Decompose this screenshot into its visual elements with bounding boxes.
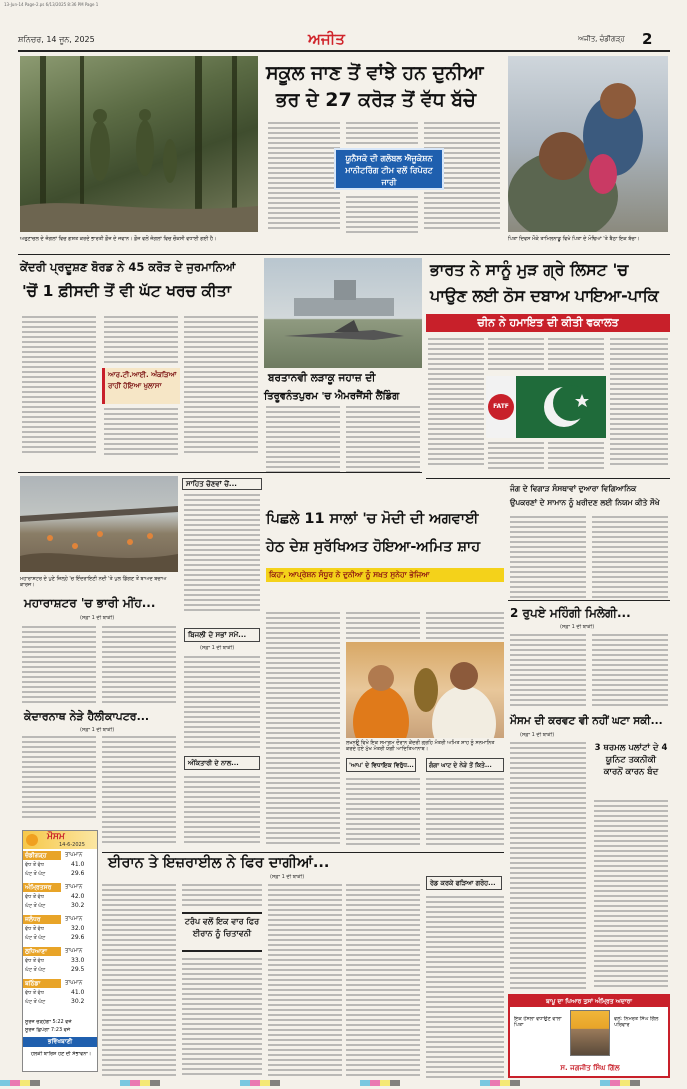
weather-story-body xyxy=(510,742,586,992)
shah-yogi-photo xyxy=(346,642,504,738)
page-number: 2 xyxy=(642,30,653,48)
fatf-body-col2 xyxy=(488,338,544,372)
weather-max-label: ਵੱਧ ਤੋਂ ਵੱਧ xyxy=(25,990,44,996)
weather-widget-header xyxy=(23,831,97,849)
weather-city-name: ਚੰਡੀਗੜ੍ਹ xyxy=(23,851,61,860)
fatf-body-col1 xyxy=(428,338,484,472)
weather-min-label: ਘੱਟ ਤੋਂ ਘੱਟ xyxy=(25,967,46,973)
sun-icon xyxy=(26,834,38,846)
weather-min-value: 29.5 xyxy=(71,966,85,973)
weather-max-label: ਵੱਧ ਤੋਂ ਵੱਧ xyxy=(25,926,44,932)
pollution-body-col1 xyxy=(22,316,96,456)
pollution-body-col3 xyxy=(184,316,258,456)
weather-col-header: ਤਾਪਮਾਨ xyxy=(65,916,83,922)
rupee-continued: (ਸਫ਼ਾ 1 ਦੀ ਬਾਕੀ) xyxy=(560,624,595,630)
maharashtra-body-col1 xyxy=(22,626,96,706)
unesco-highlight-text: ਯੂਨੈਸਕੋ ਦੀ ਗਲੋਬਲ ਐਜੂਕੇਸ਼ਨ ਮਾਨੀਟਰਿੰਗ ਟੀਮ ਵਲੋਂ ਰਿਪੋਰਟ ਜਾਰੀ xyxy=(345,154,433,187)
unesco-highlight-box xyxy=(334,148,444,190)
ad-header-text: ਬਾਪੂ ਦਾ ਪਿਆਰ ਤੁਸਾਂ ਅੰਮ੍ਰਿਤ ਅਦਾਰਾ xyxy=(546,998,632,1005)
pollution-headline-2: 'ਚੋਂ 1 ਫ਼ੀਸਦੀ ਤੋਂ ਵੀ ਘੱਟ ਖਰਚ ਕੀਤਾ xyxy=(22,282,232,300)
weather-min-value: 29.6 xyxy=(71,934,85,941)
shah-body-col2 xyxy=(346,612,420,640)
weather-min-label: ਘੱਟ ਤੋਂ ਘੱਟ xyxy=(25,935,46,941)
ganga-box xyxy=(426,758,504,772)
weather-city-row xyxy=(23,915,97,945)
weather-story-continued: (ਸਫ਼ਾ 1 ਦੀ ਬਾਕੀ) xyxy=(520,732,555,738)
maharashtra-continued: (ਸਫ਼ਾ 1 ਦੀ ਬਾਕੀ) xyxy=(80,615,115,621)
lead-headline-2: ਭਰ ਦੇ 27 ਕਰੋੜ ਤੋਂ ਵੱਧ ਬੱਚੇ xyxy=(276,89,476,111)
airlines-story xyxy=(510,482,670,602)
weather-col-header: ਤਾਪਮਾਨ xyxy=(65,980,83,986)
paper-logo: ਅਜੀਤ xyxy=(308,30,345,48)
fatf-story xyxy=(426,258,670,478)
trump-box-text: ਟਰੰਪ ਵਲੋਂ ਇਕ ਵਾਰ ਫਿਰ ਈਰਾਨ ਨੂੰ ਚਿਤਾਵਨੀ xyxy=(184,917,260,938)
kedarnath-headline: ਕੇਦਾਰਨਾਥ ਨੇੜੇ ਹੈਲੀਕਾਪਟਰ... xyxy=(24,710,150,723)
weather-max-value: 32.0 xyxy=(71,925,85,932)
weather-min-label: ਘੱਟ ਤੋਂ ਘੱਟ xyxy=(25,871,46,877)
atkaat-body xyxy=(184,776,260,848)
forecast-title-bar xyxy=(23,1037,97,1047)
jet-body-col2 xyxy=(346,406,420,476)
weather-city-row xyxy=(23,947,97,977)
fatf-headline-2: ਪਾਉਣ ਲਈ ਠੋਸ ਦਬਾਅ ਪਾਇਆ-ਪਾਕਿ xyxy=(430,286,659,305)
bijli-box xyxy=(184,628,260,642)
sunrise-text: ਸੂਰਜ ਚੜ੍ਹੇਗਾ 5:22 ਵਜੇ xyxy=(25,1019,72,1025)
amit-shah-story xyxy=(266,508,506,612)
bijli-continued: (ਸਫ਼ਾ 1 ਦੀ ਬਾਕੀ) xyxy=(200,645,235,651)
pollution-story xyxy=(20,258,260,468)
father-child-photo xyxy=(508,56,668,232)
army-patrol-photo xyxy=(20,56,258,232)
kedarnath-continued: (ਸਫ਼ਾ 1 ਦੀ ਬਾਕੀ) xyxy=(80,727,115,733)
airlines-headline-2: ਉਪਕਰਣਾਂ ਦੇ ਸਾਮਾਨ ਨੂੰ ਖ਼ਰੀਦਣ ਲਈ ਨਿਯਮ ਕੀਤੇ ਸੌਖੇ xyxy=(510,498,660,507)
iran-continued: (ਸਫ਼ਾ 1 ਦੀ ਬਾਕੀ) xyxy=(270,874,305,880)
iran-body-col2b xyxy=(182,958,262,1080)
fatf-body-col4 xyxy=(610,338,668,472)
weather-max-value: 42.0 xyxy=(71,893,85,900)
weather-rows xyxy=(23,851,97,1017)
iran-headline: ਈਰਾਨ ਤੇ ਇਜ਼ਰਾਈਲ ਨੇ ਫਿਰ ਦਾਗੀਆਂ... xyxy=(108,855,330,871)
sahitya-box xyxy=(182,478,262,490)
masthead-date: ਸ਼ਨਿਚਰ, 14 ਜੂਨ, 2025 xyxy=(18,35,95,44)
maharashtra-body-col2 xyxy=(102,626,176,706)
ad-name: ਸ. ਜਗਜੀਤ ਸਿੰਘ ਗਿੱਲ xyxy=(560,1064,620,1072)
masthead-edition: ਅਜੀਤ, ਚੰਡੀਗੜ੍ਹ xyxy=(578,35,625,43)
ganga-box-text: ਗੰਗਾ ਘਾਟ ਦੇ ਨੇੜੇ ਤੋਂ ਕਿਤੇ... xyxy=(429,762,492,769)
airlines-headline-1: ਜੰਗ ਦੇ ਵਿਗਾੜ ਸੰਸਥਾਵਾਂ ਦੁਆਰਾ ਵਿਗਿਆਨਿਕ xyxy=(510,484,637,493)
lead-body-col1 xyxy=(268,122,340,232)
iran-body-col1 xyxy=(102,884,176,1080)
raid-box-text: ਰੇਡ ਕਰਕੇ ਫੜਿਆ ਗਰੋਹ... xyxy=(430,879,496,887)
sunset-text: ਸੂਰਜ ਛਿਪੇਗਾ 7:23 ਵਜੇ xyxy=(25,1027,71,1033)
airlines-body-col2 xyxy=(592,516,668,600)
plants-headline-2: ਯੂਨਿਟ ਤਕਨੀਕੀ xyxy=(605,755,657,765)
rti-box-text: ਆਰ.ਟੀ.ਆਈ. ਅੰਕੜਿਆਂ ਰਾਹੀਂ ਹੋਇਆ ਖੁਲਾਸਾ xyxy=(108,371,177,390)
shah-body-col3 xyxy=(426,612,504,640)
weather-min-label: ਘੱਟ ਤੋਂ ਘੱਟ xyxy=(25,999,46,1005)
weather-widget xyxy=(22,830,98,1072)
kedarnath-body-col1 xyxy=(22,736,96,824)
masthead-rule xyxy=(18,50,670,52)
fatf-subhead xyxy=(426,314,670,332)
lead-body-col2 xyxy=(346,122,418,146)
fatf-body-col3 xyxy=(548,338,604,372)
row1-rule xyxy=(18,254,670,255)
sahitya-body xyxy=(184,494,260,614)
pollution-body-col2 xyxy=(104,316,178,366)
fatf-logo xyxy=(488,394,514,420)
weather-col-header: ਤਾਪਮਾਨ xyxy=(65,852,83,858)
lead-body-col2b xyxy=(346,196,418,236)
atkaat-box xyxy=(184,756,260,770)
weather-max-value: 41.0 xyxy=(71,989,85,996)
trump-box xyxy=(182,912,262,952)
print-slug: 13-Jun-14 Page-2.ps 6/13/2025 8:36 PM Page 1 xyxy=(4,2,99,7)
weather-col-header: ਤਾਪਮਾਨ xyxy=(65,884,83,890)
weather-city-name: ਲੁਧਿਆਣਾ xyxy=(23,947,61,956)
fatf-headline-1: ਭਾਰਤ ਨੇ ਸਾਨੂੰ ਮੁੜ ਗ੍ਰੇ ਲਿਸਟ 'ਚ xyxy=(430,260,629,279)
aap-box xyxy=(346,758,416,772)
weather-max-label: ਵੱਧ ਤੋਂ ਵੱਧ xyxy=(25,862,44,868)
shah-headline-2: ਹੇਠ ਦੇਸ਼ ਸੁਰੱਖਿਅਤ ਹੋਇਆ-ਅਮਿਤ ਸ਼ਾਹ xyxy=(266,539,481,555)
weather-max-value: 33.0 xyxy=(71,957,85,964)
ad-header xyxy=(510,996,668,1007)
army-photo-caption: ਅਰੁਣਾਚਲ ਦੇ ਜੰਗਲਾਂ ਵਿਚ ਗਸ਼ਤ ਕਰਦੇ ਭਾਰਤੀ ਫ਼ੌਜ ਦੇ ਜਵਾਨ। ਫ਼ੌਜ ਵਲੋਂ ਜੰਗਲਾਂ ਵਿਚ ਚੌਕਸੀ ਵਧਾਈ ਗਈ ਹੈ। xyxy=(20,236,217,242)
weather-max-label: ਵੱਧ ਤੋਂ ਵੱਧ xyxy=(25,894,44,900)
fighter-jet-photo xyxy=(264,258,422,368)
weather-min-label: ਘੱਟ ਤੋਂ ਘੱਟ xyxy=(25,903,46,909)
weather-city-row xyxy=(23,883,97,913)
plants-headline-1: 3 ਥਰਮਲ ਪਲਾਂਟਾਂ ਦੇ 4 xyxy=(594,743,668,753)
pollution-headline-1: ਕੇਂਦਰੀ ਪ੍ਰਦੂਸ਼ਣ ਬੋਰਡ ਨੇ 45 ਕਰੋੜ ਦੇ ਜੁਰਮਾਨਿਆਂ xyxy=(20,260,236,274)
atkaat-box-text: ਅੰਕਿਤਾਰੀ ਦੇ ਨਾਲ... xyxy=(188,759,239,767)
iran-body-col3 xyxy=(268,884,342,1080)
weather-city-row xyxy=(23,979,97,1009)
raid-box xyxy=(426,876,502,890)
weather-max-label: ਵੱਧ ਤੋਂ ਵੱਧ xyxy=(25,958,44,964)
weather-city-row xyxy=(23,851,97,881)
fatf-body-col3b xyxy=(548,442,604,472)
lead-story xyxy=(262,56,506,242)
aap-box-text: 'ਆਪ' ਦੇ ਵਿਧਾਇਕ ਵਿਰੁੱਧ... xyxy=(349,762,414,769)
shah-subhead xyxy=(266,568,504,582)
bijli-body xyxy=(184,656,260,752)
jet-body-col1 xyxy=(266,406,340,476)
pakistan-flag-image xyxy=(486,376,606,438)
shah-headline-1: ਪਿਛਲੇ 11 ਸਾਲਾਂ 'ਚ ਮੋਦੀ ਦੀ ਅਗਵਾਈ xyxy=(266,511,479,527)
fatf-logo-text: FATF xyxy=(493,403,509,410)
fatf-subhead-text: ਚੀਨ ਨੇ ਹਮਾਇਤ ਦੀ ਕੀਤੀ ਵਕਾਲਤ xyxy=(477,316,619,329)
weather-min-value: 30.2 xyxy=(71,998,85,1005)
kedarnath-body-col2 xyxy=(102,736,176,848)
weather-widget-date: 14-6-2025 xyxy=(59,842,85,848)
weather-city-name: ਬਠਿੰਡਾ xyxy=(23,979,61,988)
ad-portrait xyxy=(570,1010,610,1056)
rupee-body-col2 xyxy=(592,634,668,710)
weather-story-headline: ਮੌਸਮ ਦੀ ਕਰਵਟ ਵੀ ਨਹੀਂ ਘਟਾ ਸਕੀ... xyxy=(510,715,663,727)
iran-body-col2a xyxy=(182,884,262,908)
weather-min-value: 30.2 xyxy=(71,902,85,909)
shah-body-col1 xyxy=(266,612,340,848)
weather-city-name: ਜਲੰਧਰ xyxy=(23,915,61,924)
forecast-text: ਹਲਕੀ ਬਾਰਿਸ਼ ਹੋਣ ਦੀ ਸੰਭਾਵਨਾ। xyxy=(30,1051,92,1057)
ad-contact: ਵਲੋਂ: ਨਿਮਰਤ ਸਿੰਘ ਗਿੱਲ ਪਰਿਵਾਰ xyxy=(614,1016,659,1028)
weather-max-value: 41.0 xyxy=(71,861,85,868)
rti-box xyxy=(102,368,180,404)
plants-story xyxy=(592,742,670,802)
maharashtra-headline: ਮਹਾਰਾਸ਼ਟਰ 'ਚ ਭਾਰੀ ਮੀਂਹ... xyxy=(24,596,156,610)
weather-col-header: ਤਾਪਮਾਨ xyxy=(65,948,83,954)
shah-subhead-text: ਕਿਹਾ, ਆਪ੍ਰੇਸ਼ਨ ਸੰਧੂਰ ਨੇ ਦੁਨੀਆ ਨੂੰ ਸਖ਼ਤ ਸੁਨੇਹਾ ਭੇਜਿਆ xyxy=(269,570,430,579)
lead-headline-1: ਸਕੂਲ ਜਾਣ ਤੋਂ ਵਾਂਝੇ ਹਨ ਦੁਨੀਆ xyxy=(266,62,484,84)
shah-photo-caption: ਲਖਨਊ ਵਿਖੇ ਇਕ ਸਮਾਗਮ ਦੌਰਾਨ ਕੇਂਦਰੀ ਗ੍ਰਹਿ ਮੰਤਰੀ ਅਮਿਤ ਸ਼ਾਹ ਨੂੰ ਸਨਮਾਨਿਤ ਕਰਦੇ ਹੋਏ ਮੁੱਖ ਮੰਤਰੀ ਯੋਗੀ ਆਦਿਤਿਆਨਾਥ। xyxy=(346,740,495,752)
weather-min-value: 29.6 xyxy=(71,870,85,877)
plants-headline-3: ਕਾਰਨੋਂ ਕਾਰਨ ਬੰਦ xyxy=(603,767,659,777)
weather-widget-title: ਮੌਸਮ xyxy=(47,832,65,842)
registration-marks xyxy=(0,1080,687,1086)
jet-headline-1: ਬਰਤਾਨਵੀ ਲੜਾਕੂ ਜਹਾਜ਼ ਦੀ xyxy=(268,372,376,384)
rupee-body-col1 xyxy=(510,634,586,710)
ganga-body xyxy=(426,778,504,848)
sahitya-box-text: ਸਾਹਿਤ ਚੋਣਵਾਂ ਚੋਂ... xyxy=(186,480,237,488)
aap-body xyxy=(346,778,420,848)
weather-city-name: ਅੰਮ੍ਰਿਤਸਰ xyxy=(23,883,61,892)
forecast-title: ਭਵਿੱਖਬਾਣੀ xyxy=(47,1038,73,1045)
row2-rule-right xyxy=(426,478,670,479)
bijli-box-text: ਬਿਜਲੀ ਦੇ ਸਭਾਂ ਸਮੇਂ... xyxy=(188,631,247,639)
row2-rule-left xyxy=(18,472,422,473)
fatf-body-col2b xyxy=(488,442,544,472)
iran-top-rule xyxy=(102,852,504,853)
masthead xyxy=(18,30,670,50)
plants-body xyxy=(594,800,668,990)
raid-body xyxy=(426,896,504,1080)
child-photo-caption: ਪਿਤਾ ਦਿਵਸ ਮੌਕੇ ਤਾਮਿਲਨਾਡੂ ਵਿਖੇ ਪਿਤਾ ਦੇ ਮੋਢਿਆਂ 'ਤੇ ਬੈਠਾ ਇਕ ਬੱਚਾ। xyxy=(508,236,640,242)
bridge-photo-caption: ਮਹਾਰਾਸ਼ਟਰ ਦੇ ਪੁਣੇ ਜ਼ਿਲ੍ਹੇ 'ਚ ਇੰਦਰਾਇਣੀ ਨਦੀ 'ਤੇ ਪੁਲ ਡਿੱਗਣ ਤੋਂ ਬਾਅਦ ਬਚਾਅ ਕਾਰਜ। xyxy=(20,576,167,588)
rupee-headline: 2 ਰੁਪਏ ਮਹਿੰਗੀ ਮਿਲੇਗੀ... xyxy=(510,606,631,620)
ad-footer-left: ਇਕ ਹੌਂਸਲਾ ਵਧਾਉਣ ਵਾਲਾ ਪਿਤਾ xyxy=(514,1016,562,1028)
bridge-collapse-photo xyxy=(20,476,178,572)
airlines-body-col1 xyxy=(510,516,586,600)
jet-headline-2: ਤਿਰੂਵਨੰਤਪੁਰਮ 'ਚ ਐਮਰਜੈਂਸੀ ਲੈਂਡਿੰਗ xyxy=(264,391,400,402)
iran-body-col4 xyxy=(346,884,420,1080)
memorial-ad xyxy=(508,994,670,1078)
pollution-body-col2b xyxy=(104,408,178,458)
airlines-rule xyxy=(508,600,670,601)
